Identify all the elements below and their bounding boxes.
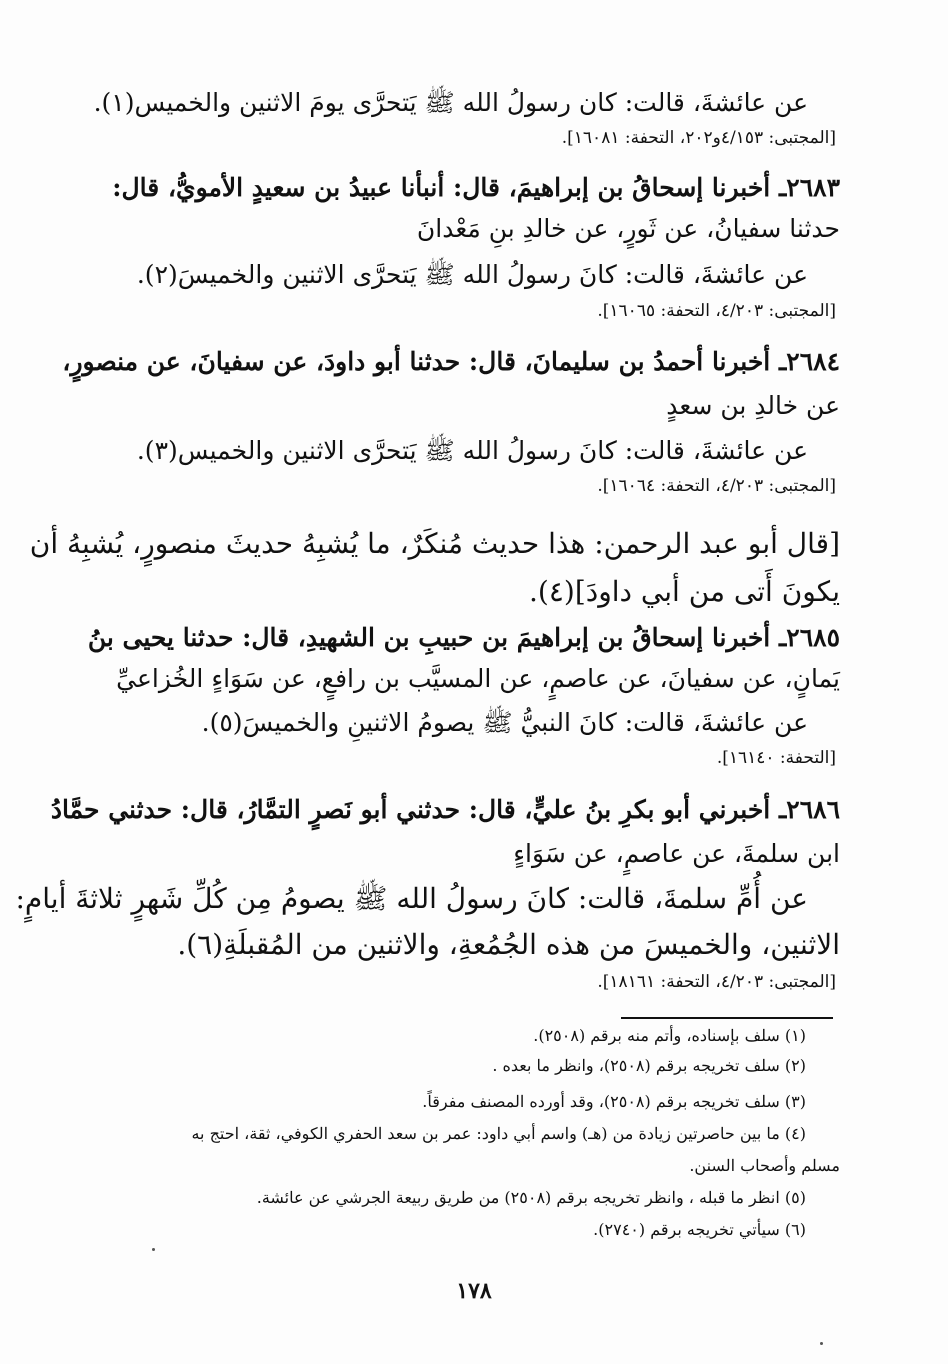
hadith-text-line: عن عائشةَ، قالت: كان رسولُ الله ﷺ يَتحرَّى يومَ الاثنين والخميس(١). bbox=[93, 88, 808, 117]
hadith-isnad-line: ابن سلمةَ، عن عاصمٍ، عن سَوَاءٍ bbox=[513, 839, 840, 868]
hadith-text-line: عن عائشةَ، قالت: كانَ رسولُ الله ﷺ يَتحرَّى الاثنين والخميسَ(٢). bbox=[136, 260, 808, 289]
hadith-text-line: عن عائشةَ، قالت: كانَ رسولُ الله ﷺ يَتحرَّى الاثنين والخميس(٣). bbox=[136, 436, 808, 465]
footnote: (٥) انظر ما قبله ، وانظر تخريجه برقم (٢٥٠٨) من طريق ربيعة الجرشي عن عائشة. bbox=[256, 1188, 806, 1207]
footnote: (٣) سلف تخريجه برقم (٢٥٠٨)، وقد أورده المصنف مفرقاً. bbox=[422, 1092, 806, 1111]
hadith-isnad-line: ٢٦٨٦ـ أخبرني أبو بكرِ بنُ عليٍّ، قال: حدثني أبو نَصرٍ التمَّارُ، قال: حدثني حمَّادُ bbox=[50, 795, 840, 824]
page-number: ١٧٨ bbox=[456, 1278, 492, 1304]
hadith-text-line: عن أُمِّ سلمةَ، قالت: كانَ رسولُ الله ﷺ يصومُ مِن كُلِّ شَهرٍ ثلاثةَ أيامٍ: bbox=[15, 882, 808, 915]
footnote: (١) سلف بإسناده، وأتم منه برقم (٢٥٠٨). bbox=[533, 1026, 806, 1045]
hadith-isnad-line: يَمانٍ، عن سفيانَ، عن عاصمٍ، عن المسيَّب بن رافعٍ، عن سَوَاءٍ الخُزاعيِّ bbox=[116, 664, 840, 693]
hadith-isnad-line: حدثنا سفيانُ، عن ثَورٍ، عن خالدِ بنِ مَعْدانَ bbox=[416, 214, 840, 243]
author-comment-line: [قال أبو عبد الرحمن: هذا حديث مُنكَرٌ، ما يُشبِهُ حديثَ منصورٍ، يُشبِهُ أن bbox=[29, 527, 840, 560]
reference-line: [المجتبى: ٤/١٥٣و٢٠٢، التحفة: ١٦٠٨١]. bbox=[561, 128, 836, 148]
reference-line: [المجتبى: ٤/٢٠٣، التحفة: ١٦٠٦٤]. bbox=[597, 476, 836, 496]
hadith-isnad-line: ٢٦٨٤ـ أخبرنا أحمدُ بن سليمانَ، قال: حدثنا أبو داودَ، عن سفيانَ، عن منصورٍ، bbox=[62, 347, 840, 376]
footnote: (٢) سلف تخريجه برقم (٢٥٠٨)، وانظر ما بعده . bbox=[492, 1056, 806, 1075]
reference-line: [المجتبى: ٤/٢٠٣، التحفة: ١٨١٦١]. bbox=[597, 972, 836, 992]
footnote: مسلم وأصحاب السنن. bbox=[689, 1156, 840, 1175]
author-comment-line: يكونَ أَتى من أبي داودَ](٤). bbox=[529, 575, 840, 608]
footnote: (٦) سيأتي تخريجه برقم (٢٧٤٠). bbox=[593, 1220, 806, 1239]
hadith-isnad-line: ٢٦٨٣ـ أخبرنا إسحاقُ بن إبراهيمَ، قال: أنبأنا عبيدُ بن سعيدٍ الأمويُّ، قال: bbox=[112, 173, 840, 202]
footnote: (٤) ما بين حاصرتين زيادة من (هـ) واسم أبي داود: عمر بن سعد الحفري الكوفي، ثقة، احتج به bbox=[191, 1124, 806, 1143]
footnote-divider bbox=[621, 1017, 833, 1019]
scan-speck bbox=[820, 1342, 823, 1345]
hadith-isnad-line: عن خالدِ بن سعدٍ bbox=[666, 391, 840, 420]
hadith-text-line: عن عائشةَ، قالت: كانَ النبيُّ ﷺ يصومُ الاثنينِ والخميسَ(٥). bbox=[201, 708, 808, 737]
reference-line: [التحفة: ١٦١٤٠]. bbox=[716, 748, 836, 768]
hadith-isnad-line: ٢٦٨٥ـ أخبرنا إسحاقُ بن إبراهيمَ بن حبيبِ بن الشهيدِ، قال: حدثنا يحيى بنُ bbox=[87, 623, 840, 652]
scan-speck bbox=[152, 1248, 155, 1251]
hadith-text-line: الاثنين، والخميسَ من هذه الجُمُعةِ، والاثنين من المُقبلَةِ(٦). bbox=[177, 928, 840, 961]
reference-line: [المجتبى: ٤/٢٠٣، التحفة: ١٦٠٦٥]. bbox=[597, 301, 836, 321]
